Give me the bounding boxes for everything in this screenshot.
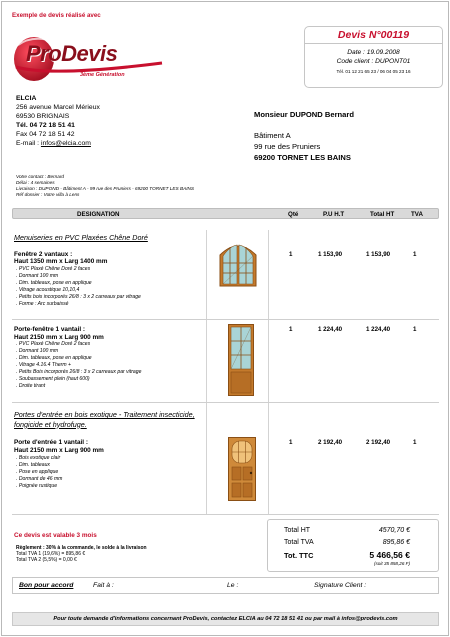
devis-date: Date : 19.09.2008: [347, 49, 400, 56]
total-tva-value: 895,86 €: [382, 539, 410, 546]
meta-delai: Délai : 4 semaines: [16, 180, 55, 185]
meta-livraison: Livraison : DUPOND - Bâtiment A - 99 rue des Pruniers - 69200 TORNET LES BAINS: [16, 186, 195, 191]
window-arched-icon: [219, 241, 257, 287]
th-tva: TVA: [411, 211, 423, 218]
item2-pu: 1 224,40: [318, 326, 343, 333]
list-item: . Poignée rustique: [16, 483, 58, 490]
item3-title2: Haut 2150 mm x Larg 900 mm: [14, 447, 104, 454]
company-email-link[interactable]: infos@elcia.com: [40, 140, 91, 147]
item2-title2: Haut 2150 mm x Larg 900 mm: [14, 334, 104, 341]
le-label: Le :: [227, 582, 239, 589]
fait-label: Fait à :: [93, 582, 114, 589]
item1-pu: 1 153,90: [318, 251, 343, 258]
section-title-pvc: Menuiseries en PVC Plaxées Chêne Doré: [14, 233, 148, 242]
devis-box: [304, 26, 443, 88]
company-tel: Tél. 04 72 18 51 41: [16, 122, 75, 129]
item3-bullets: [16, 455, 62, 490]
french-door-icon: [228, 324, 254, 396]
list-item: . Dormant de 46 mm: [16, 476, 63, 483]
item1-title1: Fenêtre 2 vantaux :: [14, 251, 73, 258]
item1-total: 1 153,90: [366, 251, 391, 258]
list-item: . Dim. tableaux: [16, 462, 50, 469]
table-header: [12, 208, 439, 219]
total-ttc-value: 5 466,56 €: [369, 550, 410, 560]
client-city: 69200 TORNET LES BAINS: [254, 153, 351, 162]
item3-tva: 1: [413, 439, 417, 446]
item1-bullets: [16, 266, 141, 308]
company-email-prefix: E-mail :: [16, 140, 41, 147]
example-note: Exemple de devis réalisé avec: [12, 12, 101, 19]
list-item: . Petits bois incorporés 26/8 : 3 x 2 carreaux par vitrage: [16, 294, 141, 301]
list-item: . Vitrage acoustique 10,10,4: [16, 287, 80, 294]
list-item: . Dormant 100 mm: [16, 348, 59, 355]
logo-brand: ProDevis: [26, 41, 118, 66]
item3-title1: Porte d'entrée 1 vantail :: [14, 439, 88, 446]
list-item: . Forme : Arc surbaissé: [16, 301, 69, 308]
item1-tva: 1: [413, 251, 417, 258]
devis-phones: Tél. 01 12 21 65 23 / 06 04 05 23 16: [336, 69, 411, 74]
list-item: . PVC Plaxé Chêne Doré 2 faces: [16, 266, 91, 272]
th-puht: P.U H.T: [323, 211, 345, 218]
devis-number: Devis N°00119: [305, 27, 442, 44]
item3-pu: 2 192,40: [318, 439, 343, 446]
reglement-terms: Règlement : 30% à la commande, le solde à la livraison: [16, 545, 147, 551]
item2-qte: 1: [289, 326, 293, 333]
company-street: 256 avenue Marcel Mérieux: [16, 104, 100, 111]
list-item: . Dormant 100 mm: [16, 273, 59, 280]
total-tva-label: Total TVA: [284, 539, 314, 546]
section-title-portes: Portes d'entrée en bois exotique - Traitement insecticide, fongicide et hydrofuge.: [14, 410, 195, 429]
reglement-tva2: Total TVA 2 (5,5%) = 0,00 €: [16, 557, 77, 563]
meta-ref: Réf dossier : Votre villa à Lens: [16, 192, 80, 197]
list-item: . Bois exotique clair: [16, 455, 61, 461]
item2-total: 1 224,40: [366, 326, 391, 333]
total-ht-label: Total HT: [284, 527, 311, 534]
bon-pour-accord-bar: [12, 577, 439, 594]
list-item: . Vitrage 4.16.4 Therm +: [16, 362, 71, 369]
logo-tagline: 3ème Génération: [80, 72, 125, 78]
client-line1: Bâtiment A: [254, 131, 291, 140]
item3-qte: 1: [289, 439, 293, 446]
row-separator: [12, 402, 439, 403]
list-item: . Pose en applique: [16, 469, 59, 476]
list-item: . PVC Plaxé Chêne Doré 2 faces: [16, 341, 91, 347]
client-line2: 99 rue des Pruniers: [254, 142, 321, 151]
prodevis-logo: [12, 33, 172, 85]
list-item: . Petits Bois incorporés 26/8 : 3 x 2 carreaux par vitrage: [16, 369, 142, 376]
list-item: . Dim. tableaux, pose en applique: [16, 280, 92, 287]
col-sep-qte: [268, 230, 269, 514]
devis-client-code: Code client : DUPONT01: [336, 58, 411, 65]
company-city: 69530 BRIGNAIS: [16, 113, 70, 120]
item2-bullets: [16, 341, 141, 390]
company-email-line: [16, 139, 91, 148]
total-francs: (soit 35 858,26 F): [373, 561, 410, 566]
totals-box: [267, 519, 439, 572]
signature-label: Signature Client :: [314, 582, 367, 589]
th-qte: Qté: [288, 211, 299, 218]
validity-note: Ce devis est valable 3 mois: [14, 532, 97, 539]
meta-contact: Votre contact : Bernard: [16, 174, 65, 179]
row-separator: [12, 319, 439, 320]
client-name: Monsieur DUPOND Bernard: [254, 110, 354, 119]
reglement-tva1: Total TVA 1 (19,6%) = 895,86 €: [16, 551, 86, 557]
company-fax: Fax 04 72 18 51 42: [16, 131, 75, 138]
col-sep-image: [206, 230, 207, 514]
total-ttc-label: Tot. TTC: [284, 551, 314, 560]
th-designation: DESIGNATION: [77, 211, 120, 218]
bon-label: Bon pour accord: [19, 582, 74, 589]
entry-door-icon: [228, 437, 256, 501]
table-bottom-line: [12, 514, 439, 515]
list-item: . Dim. tableaux, pose en applique: [16, 355, 92, 362]
list-item: . Droite tirant: [16, 383, 46, 390]
item2-tva: 1: [413, 326, 417, 333]
company-name: ELCIA: [16, 95, 37, 102]
item1-qte: 1: [289, 251, 293, 258]
item2-title1: Porte-fenêtre 1 vantail :: [14, 326, 86, 333]
footer-contact: Pour toute demande d'informations concernant ProDevis, contactez ELCIA au 04 72 18 51 41 ou par mail à infos@prodevis.com: [12, 612, 439, 626]
list-item: . Soubassement plein (haut 600): [16, 376, 90, 383]
item3-total: 2 192,40: [366, 439, 391, 446]
total-ht-value: 4570,70 €: [378, 527, 410, 534]
item1-title2: Haut 1350 mm x Larg 1400 mm: [14, 258, 108, 265]
th-totalht: Total HT: [370, 211, 395, 218]
